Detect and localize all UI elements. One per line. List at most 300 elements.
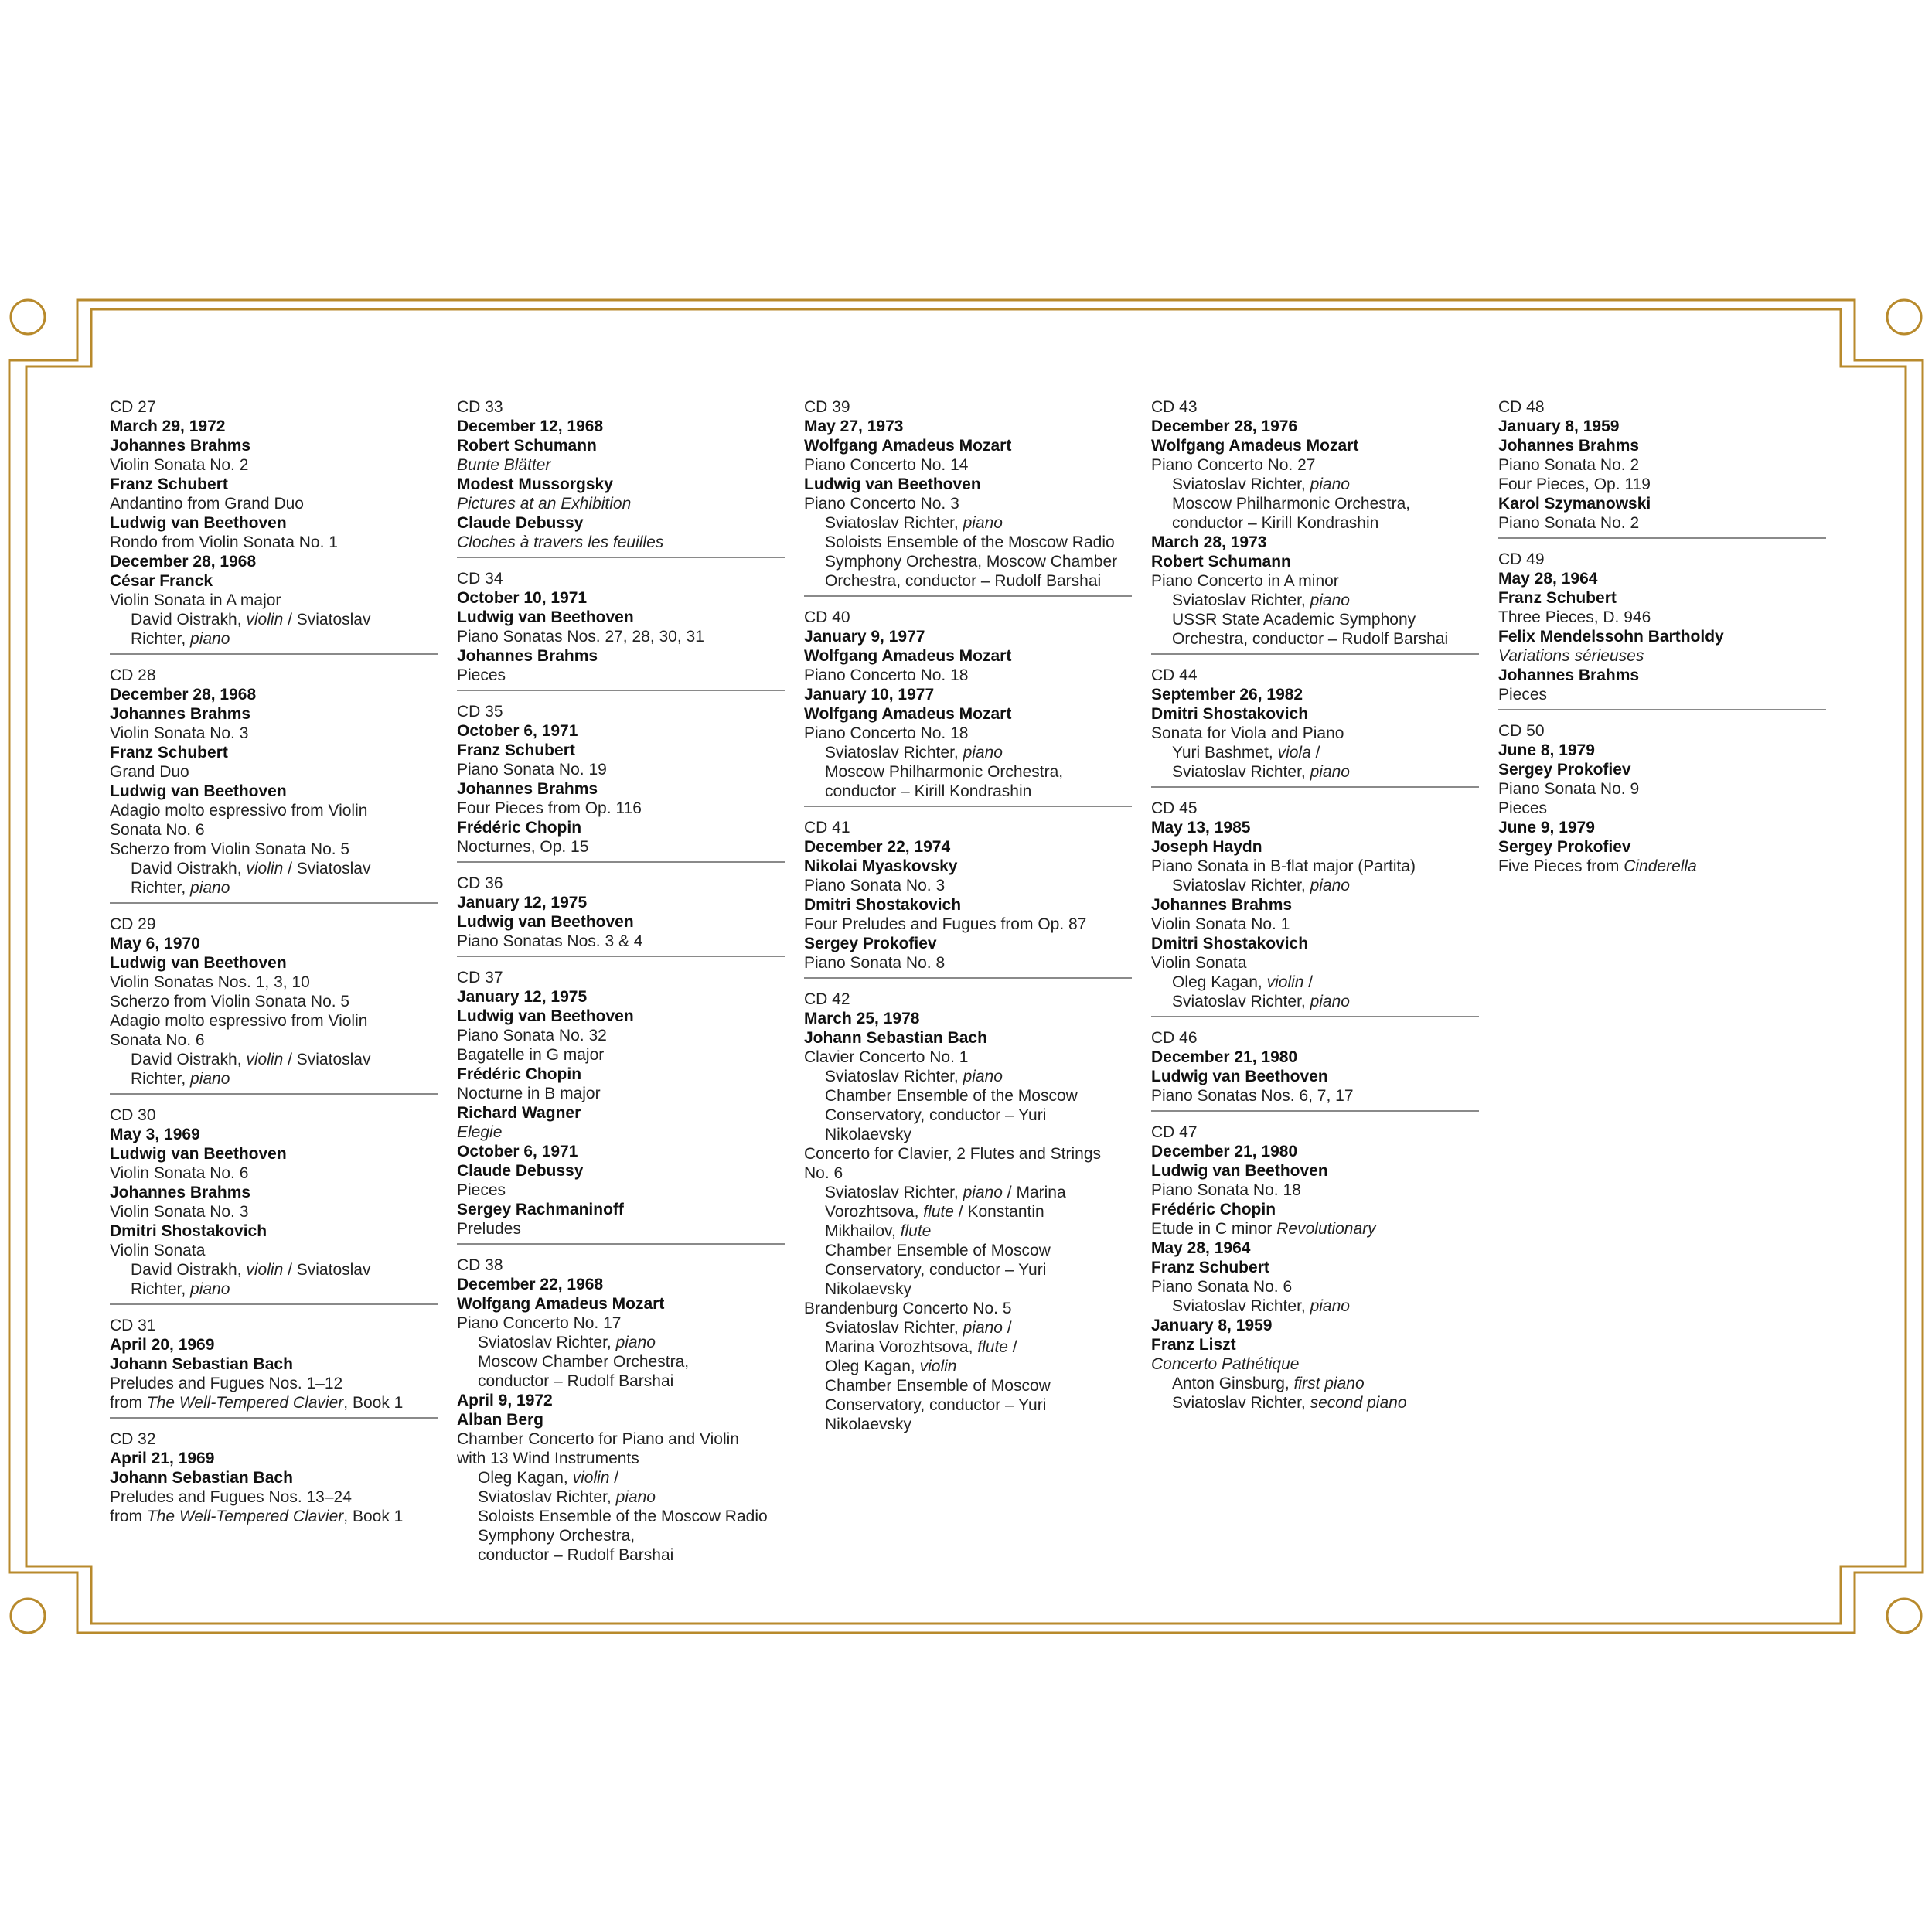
text-segment: Richter, (131, 1280, 191, 1298)
column-1 (110, 397, 438, 1542)
entry-heading: Ludwig van Beethoven (1151, 1068, 1328, 1085)
work-line: Three Pieces, D. 946 (1498, 608, 1651, 626)
text-segment: Yuri Bashmet, (1172, 744, 1278, 762)
performer-line: conductor – Kirill Kondrashin (825, 782, 1032, 800)
entry-heading: June 9, 1979 (1498, 819, 1595, 837)
cd-number: CD 44 (1151, 666, 1198, 684)
work-line: Andantino from Grand Duo (110, 495, 304, 513)
entry-heading: Ludwig van Beethoven (804, 475, 981, 493)
text-segment: Oleg Kagan, (825, 1358, 920, 1375)
cd-block (1151, 1028, 1479, 1112)
entry-heading: December 28, 1968 (110, 553, 257, 571)
entry-heading: Ludwig van Beethoven (457, 1007, 634, 1025)
italic-text: The Well-Tempered Clavier (146, 1508, 344, 1525)
cd-block (804, 608, 1132, 807)
work-line: Elegie (457, 1123, 503, 1141)
entry-heading: Sergey Prokofiev (1498, 761, 1631, 779)
text-segment: Sviatoslav Richter, (478, 1488, 616, 1506)
cd-block (110, 666, 438, 904)
cd-number: CD 39 (804, 398, 850, 416)
entry-heading: Claude Debussy (457, 514, 584, 532)
italic-text: piano (190, 630, 230, 648)
performer-line: conductor – Kirill Kondrashin (1172, 514, 1379, 532)
performer-line (804, 1183, 1132, 1202)
work-line: Adagio molto espressivo from Violin (110, 802, 368, 819)
italic-text: violin (246, 860, 284, 877)
italic-text: piano (615, 1488, 656, 1506)
work-line: Clavier Concerto No. 1 (804, 1048, 969, 1066)
text-segment: from (110, 1394, 147, 1412)
italic-text: violin (246, 1051, 284, 1068)
work-line: Scherzo from Violin Sonata No. 5 (110, 840, 350, 858)
cd-number: CD 28 (110, 666, 156, 684)
work-line: Bunte Blätter (457, 456, 551, 474)
text-segment: Vorozhtsova, (825, 1203, 924, 1221)
work-line: Grand Duo (110, 763, 189, 781)
performer-line: Chamber Ensemble of the Moscow (825, 1087, 1078, 1105)
italic-text: first piano (1293, 1375, 1365, 1392)
italic-text: violin (246, 1261, 284, 1279)
entry-heading: May 3, 1969 (110, 1126, 200, 1143)
performer-line: Symphony Orchestra, Moscow Chamber (825, 553, 1118, 571)
italic-text: piano (615, 1334, 656, 1351)
entry-heading: Robert Schumann (457, 437, 597, 455)
performer-line (1151, 1393, 1479, 1412)
italic-text: flute (900, 1222, 932, 1240)
cd-number: CD 50 (1498, 722, 1545, 740)
entry-heading: Ludwig van Beethoven (110, 1145, 287, 1163)
entry-heading: Wolfgang Amadeus Mozart (1151, 437, 1359, 455)
text-segment: Sviatoslav Richter, (1172, 993, 1310, 1010)
italic-text: piano (963, 1319, 1003, 1337)
text-segment: Five Pieces from (1498, 857, 1624, 875)
work-line: Piano Concerto in A minor (1151, 572, 1339, 590)
work-line: Piano Sonata No. 32 (457, 1027, 607, 1044)
work-line: Pieces (1498, 799, 1548, 817)
cd-block (457, 874, 785, 957)
italic-text: piano (1310, 591, 1350, 609)
entry-heading: Johann Sebastian Bach (804, 1029, 987, 1047)
entry-heading: Ludwig van Beethoven (110, 514, 287, 532)
performer-line: conductor – Rudolf Barshai (478, 1546, 674, 1564)
work-line: Preludes and Fugues Nos. 13–24 (110, 1488, 352, 1506)
entry-heading: Johannes Brahms (110, 705, 251, 723)
work-line: Piano Sonatas Nos. 27, 28, 30, 31 (457, 628, 704, 646)
work-line (1498, 857, 1826, 876)
work-line: Preludes (457, 1220, 521, 1238)
performer-line: conductor – Rudolf Barshai (478, 1372, 674, 1390)
cd-block (804, 990, 1132, 1439)
work-line: Nocturne in B major (457, 1085, 601, 1102)
work-line (110, 1507, 438, 1526)
work-line: Pictures at an Exhibition (457, 495, 632, 513)
italic-text: piano (1310, 763, 1350, 781)
entry-heading: Ludwig van Beethoven (1151, 1162, 1328, 1180)
text-segment: / (609, 1469, 619, 1487)
text-segment: Richter, (131, 1070, 191, 1088)
italic-text: piano (190, 879, 230, 897)
work-line: Four Preludes and Fugues from Op. 87 (804, 915, 1087, 933)
entry-heading: Johannes Brahms (110, 437, 251, 455)
work-line: Piano Sonatas Nos. 6, 7, 17 (1151, 1087, 1354, 1105)
italic-text: flute (977, 1338, 1008, 1356)
performer-line: Nikolaevsky (825, 1280, 912, 1298)
entry-heading: January 8, 1959 (1151, 1317, 1273, 1334)
work-line: Brandenburg Concerto No. 5 (804, 1300, 1012, 1317)
cd-number: CD 48 (1498, 398, 1545, 416)
entry-heading: Johannes Brahms (1498, 437, 1640, 455)
entry-heading: October 6, 1971 (457, 722, 578, 740)
work-line (110, 1393, 438, 1412)
italic-text: piano (963, 744, 1003, 762)
performer-line (457, 1333, 785, 1352)
italic-text: piano (963, 1068, 1003, 1085)
text-segment: Sviatoslav Richter, (1172, 1394, 1310, 1412)
performer-line: Orchestra, conductor – Rudolf Barshai (825, 572, 1102, 590)
entry-heading: Franz Schubert (110, 475, 228, 493)
text-segment: Marina Vorozhtsova, (825, 1338, 978, 1356)
text-segment: / (1007, 1338, 1017, 1356)
work-line: Violin Sonata in A major (110, 591, 281, 609)
cd-number: CD 46 (1151, 1029, 1198, 1047)
entry-heading: Karol Szymanowski (1498, 495, 1651, 513)
text-segment: Sviatoslav Richter, (478, 1334, 616, 1351)
performer-line (110, 1069, 438, 1089)
italic-text: piano (963, 514, 1003, 532)
performer-line: USSR State Academic Symphony (1172, 611, 1416, 629)
work-line: Pieces (1498, 686, 1548, 704)
entry-heading: Sergey Rachmaninoff (457, 1201, 624, 1218)
performer-line: Chamber Ensemble of Moscow (825, 1377, 1051, 1395)
work-line: Piano Sonata in B-flat major (Partita) (1151, 857, 1416, 875)
work-line: Piano Sonata No. 18 (1151, 1181, 1301, 1199)
entry-heading: Wolfgang Amadeus Mozart (804, 647, 1012, 665)
entry-heading: April 9, 1972 (457, 1392, 553, 1409)
entry-heading: Frédéric Chopin (1151, 1201, 1276, 1218)
performer-line (1151, 743, 1479, 762)
entry-heading: Wolfgang Amadeus Mozart (804, 705, 1012, 723)
entry-heading: January 8, 1959 (1498, 417, 1620, 435)
entry-heading: Robert Schumann (1151, 553, 1291, 571)
text-segment: David Oistrakh, (131, 1261, 247, 1279)
cd-number: CD 32 (110, 1430, 156, 1448)
performer-line (110, 1279, 438, 1299)
italic-text: second piano (1310, 1394, 1407, 1412)
performer-line: Chamber Ensemble of Moscow (825, 1242, 1051, 1259)
cd-block (804, 397, 1132, 597)
italic-text: violin (1266, 973, 1304, 991)
work-line: Cloches à travers les feuilles (457, 533, 664, 551)
cd-number: CD 29 (110, 915, 156, 933)
entry-heading: December 28, 1976 (1151, 417, 1298, 435)
work-line: Concerto Pathétique (1151, 1355, 1300, 1373)
text-segment: from (110, 1508, 147, 1525)
text-segment: Richter, (131, 879, 191, 897)
work-line: Piano Concerto No. 18 (804, 724, 969, 742)
entry-heading: Franz Schubert (1498, 589, 1617, 607)
entry-heading: Felix Mendelssohn Bartholdy (1498, 628, 1724, 646)
entry-heading: January 10, 1977 (804, 686, 935, 704)
cd-number: CD 40 (804, 608, 850, 626)
work-line: Variations sérieuses (1498, 647, 1644, 665)
entry-heading: October 10, 1971 (457, 589, 588, 607)
cd-number: CD 41 (804, 819, 850, 837)
cd-number: CD 35 (457, 703, 503, 721)
cd-block (110, 1106, 438, 1305)
entry-heading: Wolfgang Amadeus Mozart (804, 437, 1012, 455)
work-line: Violin Sonata (1151, 954, 1247, 972)
cd-block (1151, 397, 1479, 655)
entry-heading: January 12, 1975 (457, 988, 588, 1006)
performer-line (1151, 992, 1479, 1011)
italic-text: piano (190, 1280, 230, 1298)
cd-number: CD 38 (457, 1256, 503, 1274)
performer-line: Conservatory, conductor – Yuri (825, 1261, 1047, 1279)
entry-heading: Dmitri Shostakovich (1151, 935, 1309, 952)
work-line: Piano Sonata No. 2 (1498, 514, 1640, 532)
column-4 (1151, 397, 1479, 1428)
cd-number: CD 31 (110, 1317, 156, 1334)
performer-line (110, 1260, 438, 1279)
text-segment: Anton Ginsburg, (1172, 1375, 1294, 1392)
entry-heading: September 26, 1982 (1151, 686, 1303, 704)
italic-text: piano (1310, 1297, 1350, 1315)
performer-line (804, 1318, 1132, 1337)
cd-block (1151, 799, 1479, 1017)
work-line: Piano Sonata No. 9 (1498, 780, 1640, 798)
work-line: Sonata No. 6 (110, 1031, 205, 1049)
entry-heading: Joseph Haydn (1151, 838, 1262, 856)
work-line: Violin Sonata (110, 1242, 206, 1259)
italic-text: viola (1277, 744, 1311, 762)
performer-line: Soloists Ensemble of the Moscow Radio (825, 533, 1115, 551)
cd-number: CD 34 (457, 570, 503, 588)
cd-number: CD 49 (1498, 550, 1545, 568)
entry-heading: César Franck (110, 572, 213, 590)
entry-heading: December 21, 1980 (1151, 1143, 1298, 1160)
text-segment: Sviatoslav Richter, (1172, 1297, 1310, 1315)
performer-line (804, 743, 1132, 762)
column-2 (457, 397, 785, 1580)
work-line: Piano Sonata No. 2 (1498, 456, 1640, 474)
performer-line: Moscow Philharmonic Orchestra, (825, 763, 1064, 781)
cd-block (110, 1316, 438, 1419)
performer-line (110, 878, 438, 898)
performer-line (457, 1487, 785, 1507)
text-segment: / Sviatoslav (283, 860, 371, 877)
entry-heading: Ludwig van Beethoven (110, 782, 287, 800)
entry-heading: December 22, 1974 (804, 838, 951, 856)
performer-line (1151, 591, 1479, 610)
entry-heading: May 27, 1973 (804, 417, 904, 435)
text-segment: Sviatoslav Richter, (1172, 591, 1310, 609)
entry-heading: April 21, 1969 (110, 1450, 215, 1467)
entry-heading: Johannes Brahms (457, 780, 598, 798)
text-segment: Richter, (131, 630, 191, 648)
performer-line (110, 859, 438, 878)
work-line: with 13 Wind Instruments (457, 1450, 639, 1467)
performer-line (804, 1357, 1132, 1376)
work-line: Violin Sonata No. 1 (1151, 915, 1290, 933)
cd-block (110, 915, 438, 1095)
entry-heading: Richard Wagner (457, 1104, 581, 1122)
work-line: Piano Concerto No. 18 (804, 666, 969, 684)
cd-block (804, 818, 1132, 979)
entry-heading: Franz Liszt (1151, 1336, 1236, 1354)
work-line: Violin Sonatas Nos. 1, 3, 10 (110, 973, 310, 991)
entry-heading: Johann Sebastian Bach (110, 1469, 293, 1487)
entry-heading: Franz Schubert (110, 744, 228, 762)
entry-heading: Franz Schubert (1151, 1259, 1269, 1276)
work-line: Piano Sonatas Nos. 3 & 4 (457, 932, 643, 950)
text-segment: Sviatoslav Richter, (825, 514, 963, 532)
italic-text: violin (246, 611, 284, 629)
entry-heading: December 21, 1980 (1151, 1048, 1298, 1066)
italic-text: piano (190, 1070, 230, 1088)
column-3 (804, 397, 1132, 1450)
column-5 (1498, 397, 1826, 891)
work-line: Sonata for Viola and Piano (1151, 724, 1344, 742)
cd-block (1498, 550, 1826, 710)
entry-heading: Franz Schubert (457, 741, 575, 759)
work-line: Four Pieces, Op. 119 (1498, 475, 1651, 493)
performer-line (804, 1202, 1132, 1222)
performer-line: Conservatory, conductor – Yuri (825, 1106, 1047, 1124)
cd-block (457, 702, 785, 863)
entry-heading: December 28, 1968 (110, 686, 257, 704)
text-segment: David Oistrakh, (131, 1051, 247, 1068)
entry-heading: Sergey Prokofiev (1498, 838, 1631, 856)
work-line: Rondo from Violin Sonata No. 1 (110, 533, 338, 551)
entry-heading: April 20, 1969 (110, 1336, 215, 1354)
text-segment: Etude in C minor (1151, 1220, 1277, 1238)
cd-block (457, 569, 785, 691)
text-segment: Sviatoslav Richter, (825, 1068, 963, 1085)
entry-heading: March 29, 1972 (110, 417, 226, 435)
entry-heading: May 28, 1964 (1151, 1239, 1251, 1257)
performer-line: Moscow Chamber Orchestra, (478, 1353, 690, 1371)
entry-heading: January 12, 1975 (457, 894, 588, 911)
performer-line: Nikolaevsky (825, 1126, 912, 1143)
entry-heading: January 9, 1977 (804, 628, 925, 646)
entry-heading: Sergey Prokofiev (804, 935, 937, 952)
text-segment: Sviatoslav Richter, (1172, 877, 1310, 894)
italic-text: violin (919, 1358, 957, 1375)
work-line: Scherzo from Violin Sonata No. 5 (110, 993, 350, 1010)
italic-text: piano (1310, 993, 1350, 1010)
cd-number: CD 37 (457, 969, 503, 986)
work-line: Piano Sonata No. 19 (457, 761, 607, 779)
performer-line: Conservatory, conductor – Yuri (825, 1396, 1047, 1414)
work-line: Piano Concerto No. 3 (804, 495, 959, 513)
text-segment: / Sviatoslav (283, 1051, 371, 1068)
cd-number: CD 33 (457, 398, 503, 416)
work-line: Piano Sonata No. 3 (804, 877, 946, 894)
work-line (1151, 1219, 1479, 1239)
cd-block (1151, 1123, 1479, 1417)
entry-heading: December 12, 1968 (457, 417, 604, 435)
italic-text: The Well-Tempered Clavier (146, 1394, 344, 1412)
text-segment: Sviatoslav Richter, (825, 1184, 963, 1201)
text-segment: / Marina (1002, 1184, 1066, 1201)
entry-heading: Claude Debussy (457, 1162, 584, 1180)
work-line: Concerto for Clavier, 2 Flutes and Strings (804, 1145, 1102, 1163)
text-segment: David Oistrakh, (131, 860, 247, 877)
text-segment: Oleg Kagan, (478, 1469, 573, 1487)
text-segment: Mikhailov, (825, 1222, 901, 1240)
entry-heading: May 13, 1985 (1151, 819, 1251, 837)
text-segment: Sviatoslav Richter, (1172, 763, 1310, 781)
text-segment: Sviatoslav Richter, (825, 1319, 963, 1337)
track-listing (110, 397, 1826, 1564)
entry-heading: Modest Mussorgsky (457, 475, 613, 493)
cd-number: CD 47 (1151, 1123, 1198, 1141)
entry-heading: May 6, 1970 (110, 935, 200, 952)
work-line: Piano Concerto No. 27 (1151, 456, 1316, 474)
work-line: Nocturnes, Op. 15 (457, 838, 589, 856)
entry-heading: Frédéric Chopin (457, 1065, 582, 1083)
text-segment: , Book 1 (343, 1394, 404, 1412)
performer-line (1151, 1297, 1479, 1316)
entry-heading: Ludwig van Beethoven (457, 608, 634, 626)
work-line: Pieces (457, 666, 506, 684)
performer-line (110, 610, 438, 629)
text-segment: Sviatoslav Richter, (825, 744, 963, 762)
entry-heading: Ludwig van Beethoven (110, 954, 287, 972)
work-line: Preludes and Fugues Nos. 1–12 (110, 1375, 343, 1392)
entry-heading: Dmitri Shostakovich (110, 1222, 267, 1240)
entry-heading: Johannes Brahms (110, 1184, 251, 1201)
text-segment: / Sviatoslav (283, 1261, 371, 1279)
italic-text: piano (1310, 877, 1350, 894)
text-segment: Sviatoslav Richter, (1172, 475, 1310, 493)
entry-heading: June 8, 1979 (1498, 741, 1595, 759)
performer-line: Moscow Philharmonic Orchestra, (1172, 495, 1411, 513)
text-segment: Oleg Kagan, (1172, 973, 1267, 991)
text-segment: / Konstantin (953, 1203, 1044, 1221)
cd-block (1151, 666, 1479, 788)
entry-heading: Ludwig van Beethoven (457, 913, 634, 931)
entry-heading: Johannes Brahms (1498, 666, 1640, 684)
entry-heading: October 6, 1971 (457, 1143, 578, 1160)
cd-block (457, 968, 785, 1245)
performer-line (457, 1468, 785, 1487)
work-line: Violin Sonata No. 2 (110, 456, 249, 474)
work-line: Bagatelle in G major (457, 1046, 605, 1064)
entry-heading: Nikolai Myaskovsky (804, 857, 958, 875)
cd-number: CD 42 (804, 990, 850, 1008)
cd-block (457, 1256, 785, 1569)
cd-block (1498, 721, 1826, 881)
entry-heading: Johann Sebastian Bach (110, 1355, 293, 1373)
entry-heading: Dmitri Shostakovich (1151, 705, 1309, 723)
entry-heading: Frédéric Chopin (457, 819, 582, 837)
italic-text: piano (1310, 475, 1350, 493)
entry-heading: March 28, 1973 (1151, 533, 1267, 551)
cd-number: CD 43 (1151, 398, 1198, 416)
performer-line (1151, 876, 1479, 895)
performer-line: Nikolaevsky (825, 1416, 912, 1433)
entry-heading: March 25, 1978 (804, 1010, 920, 1027)
italic-text: Revolutionary (1276, 1220, 1376, 1238)
text-segment: / (1310, 744, 1320, 762)
entry-heading: Alban Berg (457, 1411, 544, 1429)
cd-number: CD 30 (110, 1106, 156, 1124)
performer-line (804, 1337, 1132, 1357)
entry-heading: Johannes Brahms (1151, 896, 1293, 914)
performer-line (804, 513, 1132, 533)
cd-number: CD 27 (110, 398, 156, 416)
